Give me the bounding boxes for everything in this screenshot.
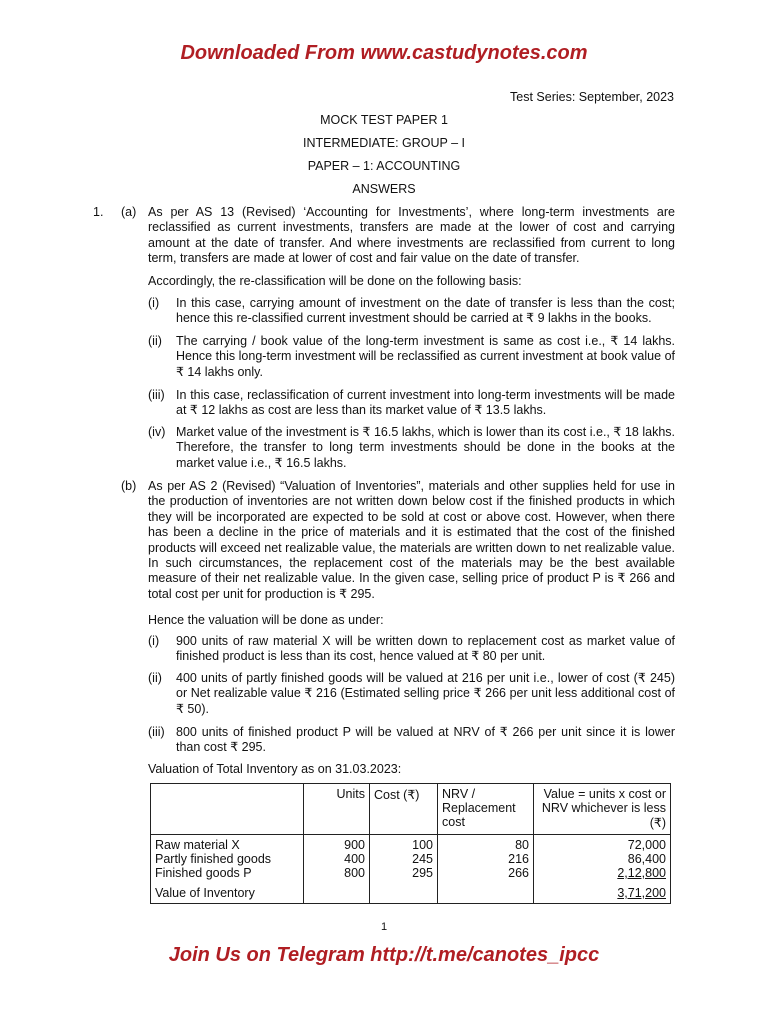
part-b-intro: Hence the valuation will be done as under: — [148, 613, 384, 627]
part-a-paragraph: As per AS 13 (Revised) ‘Accounting for Investments’, where long-term investments are reclassified as current investments, transfers are made at the lower of cost and carrying amount at the date of transfer. And where investments are reclassified from current to long term, transfers are made at lower of cost and fair value on the date of transfer. — [148, 205, 675, 266]
total-value: 3,71,200 — [617, 886, 666, 900]
list-item-text: 400 units of partly finished goods will be valued at 216 per unit i.e., lower of cost (₹ 245) or Net realizable value ₹ 216 (Estimated selling price ₹ 266 per unit less additional cost of ₹ 50). — [176, 671, 675, 716]
subject-title: PAPER – 1: ACCOUNTING — [307, 159, 461, 173]
list-item-text: The carrying / book value of the long-term investment is same as cost i.e., ₹ 14 lakhs. Hence this long-term investment will be reclassified as current investment at book value of ₹ 14 lakhs only. — [176, 334, 675, 379]
list-item-label: (ii) — [148, 671, 162, 685]
table-header-row — [151, 784, 671, 835]
table-cell: 72,000 86,400 2,12,800 3,71,200 — [534, 835, 671, 904]
table-header-cell — [151, 784, 304, 835]
part-a-label: (a) — [121, 205, 137, 219]
inventory-table — [150, 783, 671, 904]
table-title: Valuation of Total Inventory as on 31.03.2023: — [148, 762, 402, 776]
list-item-label: (i) — [148, 296, 160, 310]
part-b-paragraph: As per AS 2 (Revised) “Valuation of Inventories”, materials and other supplies held for use in the production of inventories are not written down below cost if the finished products in which they will be incorporated are expected to be sold at cost or above cost. However, when there has been a decline in the price of materials and it is estimated that the cost of the finished products will exceed net realizable value, the materials are written down to net realizable value. In such circumstances, the replacement cost of the materials may be the best available measure of their net realizable value. In the given case, selling price of product P is ₹ 266 and total cost per unit for production is ₹ 295. — [148, 479, 675, 601]
table-cell: 900 400 800 — [304, 835, 370, 904]
table-cell: 80 216 266 — [438, 835, 534, 904]
answers-heading: ANSWERS — [352, 182, 416, 196]
page-number: 1 — [380, 921, 388, 933]
question-number: 1. — [93, 205, 104, 219]
list-item-label: (iii) — [148, 388, 165, 402]
list-item-label: (iv) — [148, 425, 166, 439]
list-item-label: (ii) — [148, 334, 162, 348]
list-item-text: In this case, reclassification of current investment into long-term investments will be made at ₹ 12 lakhs as cost are less than its market value of ₹ 13.5 lakhs. — [176, 388, 675, 418]
list-item-text: In this case, carrying amount of investment on the date of transfer is less than the cost; hence this re-classified current investment should be carried at ₹ 9 lakhs in the books. — [176, 296, 675, 326]
table-header-cell: Units — [304, 784, 370, 835]
list-item-text: 800 units of finished product P will be valued at NRV of ₹ 266 per unit since it is lower than cost ₹ 295. — [176, 725, 675, 755]
table-cell: Raw material X Partly finished goods Finished goods P Value of Inventory — [151, 835, 304, 904]
download-banner[interactable]: Downloaded From www.castudynotes.com — [180, 42, 588, 64]
telegram-banner[interactable]: Join Us on Telegram http://t.me/canotes_ipcc — [168, 944, 600, 966]
table-header-cell: Value = units x cost or NRV whichever is less (₹) — [534, 784, 671, 835]
list-item-text: 900 units of raw material X will be written down to replacement cost as market value of finished product is less than its cost, hence valued at ₹ 80 per unit. — [176, 634, 675, 664]
table-row — [151, 835, 671, 904]
table-header-cell: Cost (₹) — [370, 784, 438, 835]
table-header-cell: NRV / Replacement cost — [438, 784, 534, 835]
table-cell: 100 245 295 — [370, 835, 438, 904]
part-b-label: (b) — [121, 479, 137, 493]
list-item-label: (iii) — [148, 725, 165, 739]
test-series-label: Test Series: September, 2023 — [510, 90, 674, 104]
part-a-intro: Accordingly, the re-classification will be done on the following basis: — [148, 274, 522, 288]
list-item-label: (i) — [148, 634, 160, 648]
paper-title: MOCK TEST PAPER 1 — [320, 113, 448, 127]
group-title: INTERMEDIATE: GROUP – I — [302, 136, 466, 150]
list-item-text: Market value of the investment is ₹ 16.5 lakhs, which is lower than its cost i.e., ₹ 18 lakhs. Therefore, the transfer to long term investments should be done in the books at the market value i.e., ₹ 16.5 lakhs. — [176, 425, 675, 470]
total-label: Value of Inventory — [155, 886, 255, 900]
